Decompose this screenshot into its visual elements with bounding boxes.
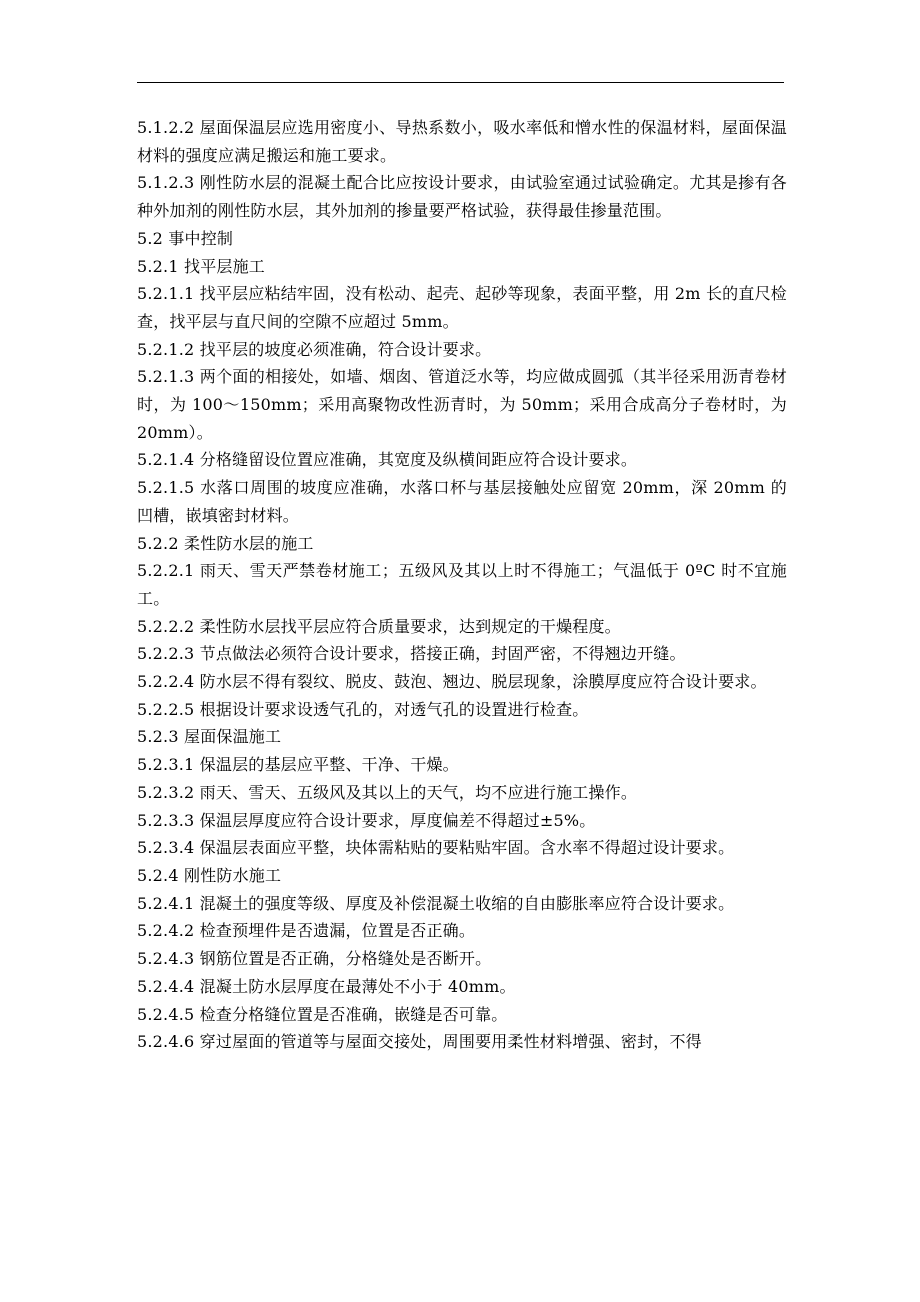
section-heading-5-2: 5.2 事中控制 bbox=[137, 228, 234, 248]
paragraph-5-1-2-2: 5.1.2.2 屋面保温层应选用密度小、导热系数小，吸水率低和憎水性的保温材料，屋面保温材料的强度应满足搬运和施工要求。 bbox=[137, 118, 787, 165]
paragraph-5-2-3-1: 5.2.3.1 保温层的基层应平整、干净、干燥。 bbox=[137, 755, 459, 775]
section-heading-5-2-3: 5.2.3 屋面保温施工 bbox=[137, 727, 282, 747]
paragraph-5-2-2-3: 5.2.2.3 节点做法必须符合设计要求，搭接正确，封固严密，不得翘边开缝。 bbox=[137, 644, 686, 664]
header-rule bbox=[137, 82, 784, 83]
paragraph-5-2-4-6: 5.2.4.6 穿过屋面的管道等与屋面交接处，周围要用柔性材料增强、密封，不得 bbox=[137, 1032, 702, 1052]
paragraph-5-2-1-3: 5.2.1.3 两个面的相接处，如墙、烟囱、管道泛水等，均应做成圆弧（其半径采用沥青卷材时，为 100～150mm；采用高聚物改性沥青时，为 50mm；采用合成高分子卷材时，为 20mm）。 bbox=[137, 367, 787, 442]
paragraph-5-2-4-1: 5.2.4.1 混凝土的强度等级、厚度及补偿混凝土收缩的自由膨胀率应符合设计要求。 bbox=[137, 893, 735, 913]
paragraph-5-2-4-5: 5.2.4.5 检查分格缝位置是否准确，嵌缝是否可靠。 bbox=[137, 1004, 508, 1024]
paragraph-5-2-3-4: 5.2.3.4 保温层表面应平整，块体需粘贴的要粘贴牢固。含水率不得超过设计要求。 bbox=[137, 838, 735, 858]
section-heading-5-2-1: 5.2.1 找平层施工 bbox=[137, 256, 265, 276]
paragraph-5-2-2-4: 5.2.2.4 防水层不得有裂纹、脱皮、鼓泡、翘边、脱层现象，涂膜厚度应符合设计要求。 bbox=[137, 672, 767, 692]
paragraph-5-2-1-4: 5.2.1.4 分格缝留设位置应准确，其宽度及纵横间距应符合设计要求。 bbox=[137, 450, 638, 470]
section-heading-5-2-4: 5.2.4 刚性防水施工 bbox=[137, 865, 282, 885]
section-heading-5-2-2: 5.2.2 柔性防水层的施工 bbox=[137, 533, 314, 553]
paragraph-5-1-2-3: 5.1.2.3 刚性防水层的混凝土配合比应按设计要求，由试验室通过试验确定。尤其是掺有各种外加剂的刚性防水层，其外加剂的掺量要严格试验，获得最佳掺量范围。 bbox=[137, 173, 787, 221]
paragraph-5-2-2-1: 5.2.2.1 雨天、雪天严禁卷材施工；五级风及其以上时不得施工；气温低于 0ºC 时不宜施工。 bbox=[137, 561, 787, 608]
paragraph-5-2-2-5: 5.2.2.5 根据设计要求设透气孔的，对透气孔的设置进行检查。 bbox=[137, 699, 589, 719]
paragraph-5-2-4-4: 5.2.4.4 混凝土防水层厚度在最薄处不小于 40mm。 bbox=[137, 976, 516, 996]
paragraph-5-2-3-2: 5.2.3.2 雨天、雪天、五级风及其以上的天气，均不应进行施工操作。 bbox=[137, 782, 638, 802]
paragraph-5-2-4-2: 5.2.4.2 检查预埋件是否遗漏，位置是否正确。 bbox=[137, 921, 476, 941]
paragraph-5-2-4-3: 5.2.4.3 钢筋位置是否正确，分格缝处是否断开。 bbox=[137, 949, 492, 969]
paragraph-5-2-1-2: 5.2.1.2 找平层的坡度必须准确，符合设计要求。 bbox=[137, 339, 492, 359]
document-body bbox=[137, 114, 787, 1056]
paragraph-5-2-3-3: 5.2.3.3 保温层厚度应符合设计要求，厚度偏差不得超过±5%。 bbox=[137, 810, 596, 830]
paragraph-5-2-1-5: 5.2.1.5 水落口周围的坡度应准确，水落口杯与基层接触处应留宽 20mm，深 20mm 的凹槽，嵌填密封材料。 bbox=[137, 478, 787, 525]
paragraph-5-2-2-2: 5.2.2.2 柔性防水层找平层应符合质量要求，达到规定的干燥程度。 bbox=[137, 616, 621, 636]
paragraph-5-2-1-1: 5.2.1.1 找平层应粘结牢固，没有松动、起壳、起砂等现象，表面平整，用 2m 长的直尺检查，找平层与直尺间的空隙不应超过 5mm。 bbox=[137, 284, 787, 331]
